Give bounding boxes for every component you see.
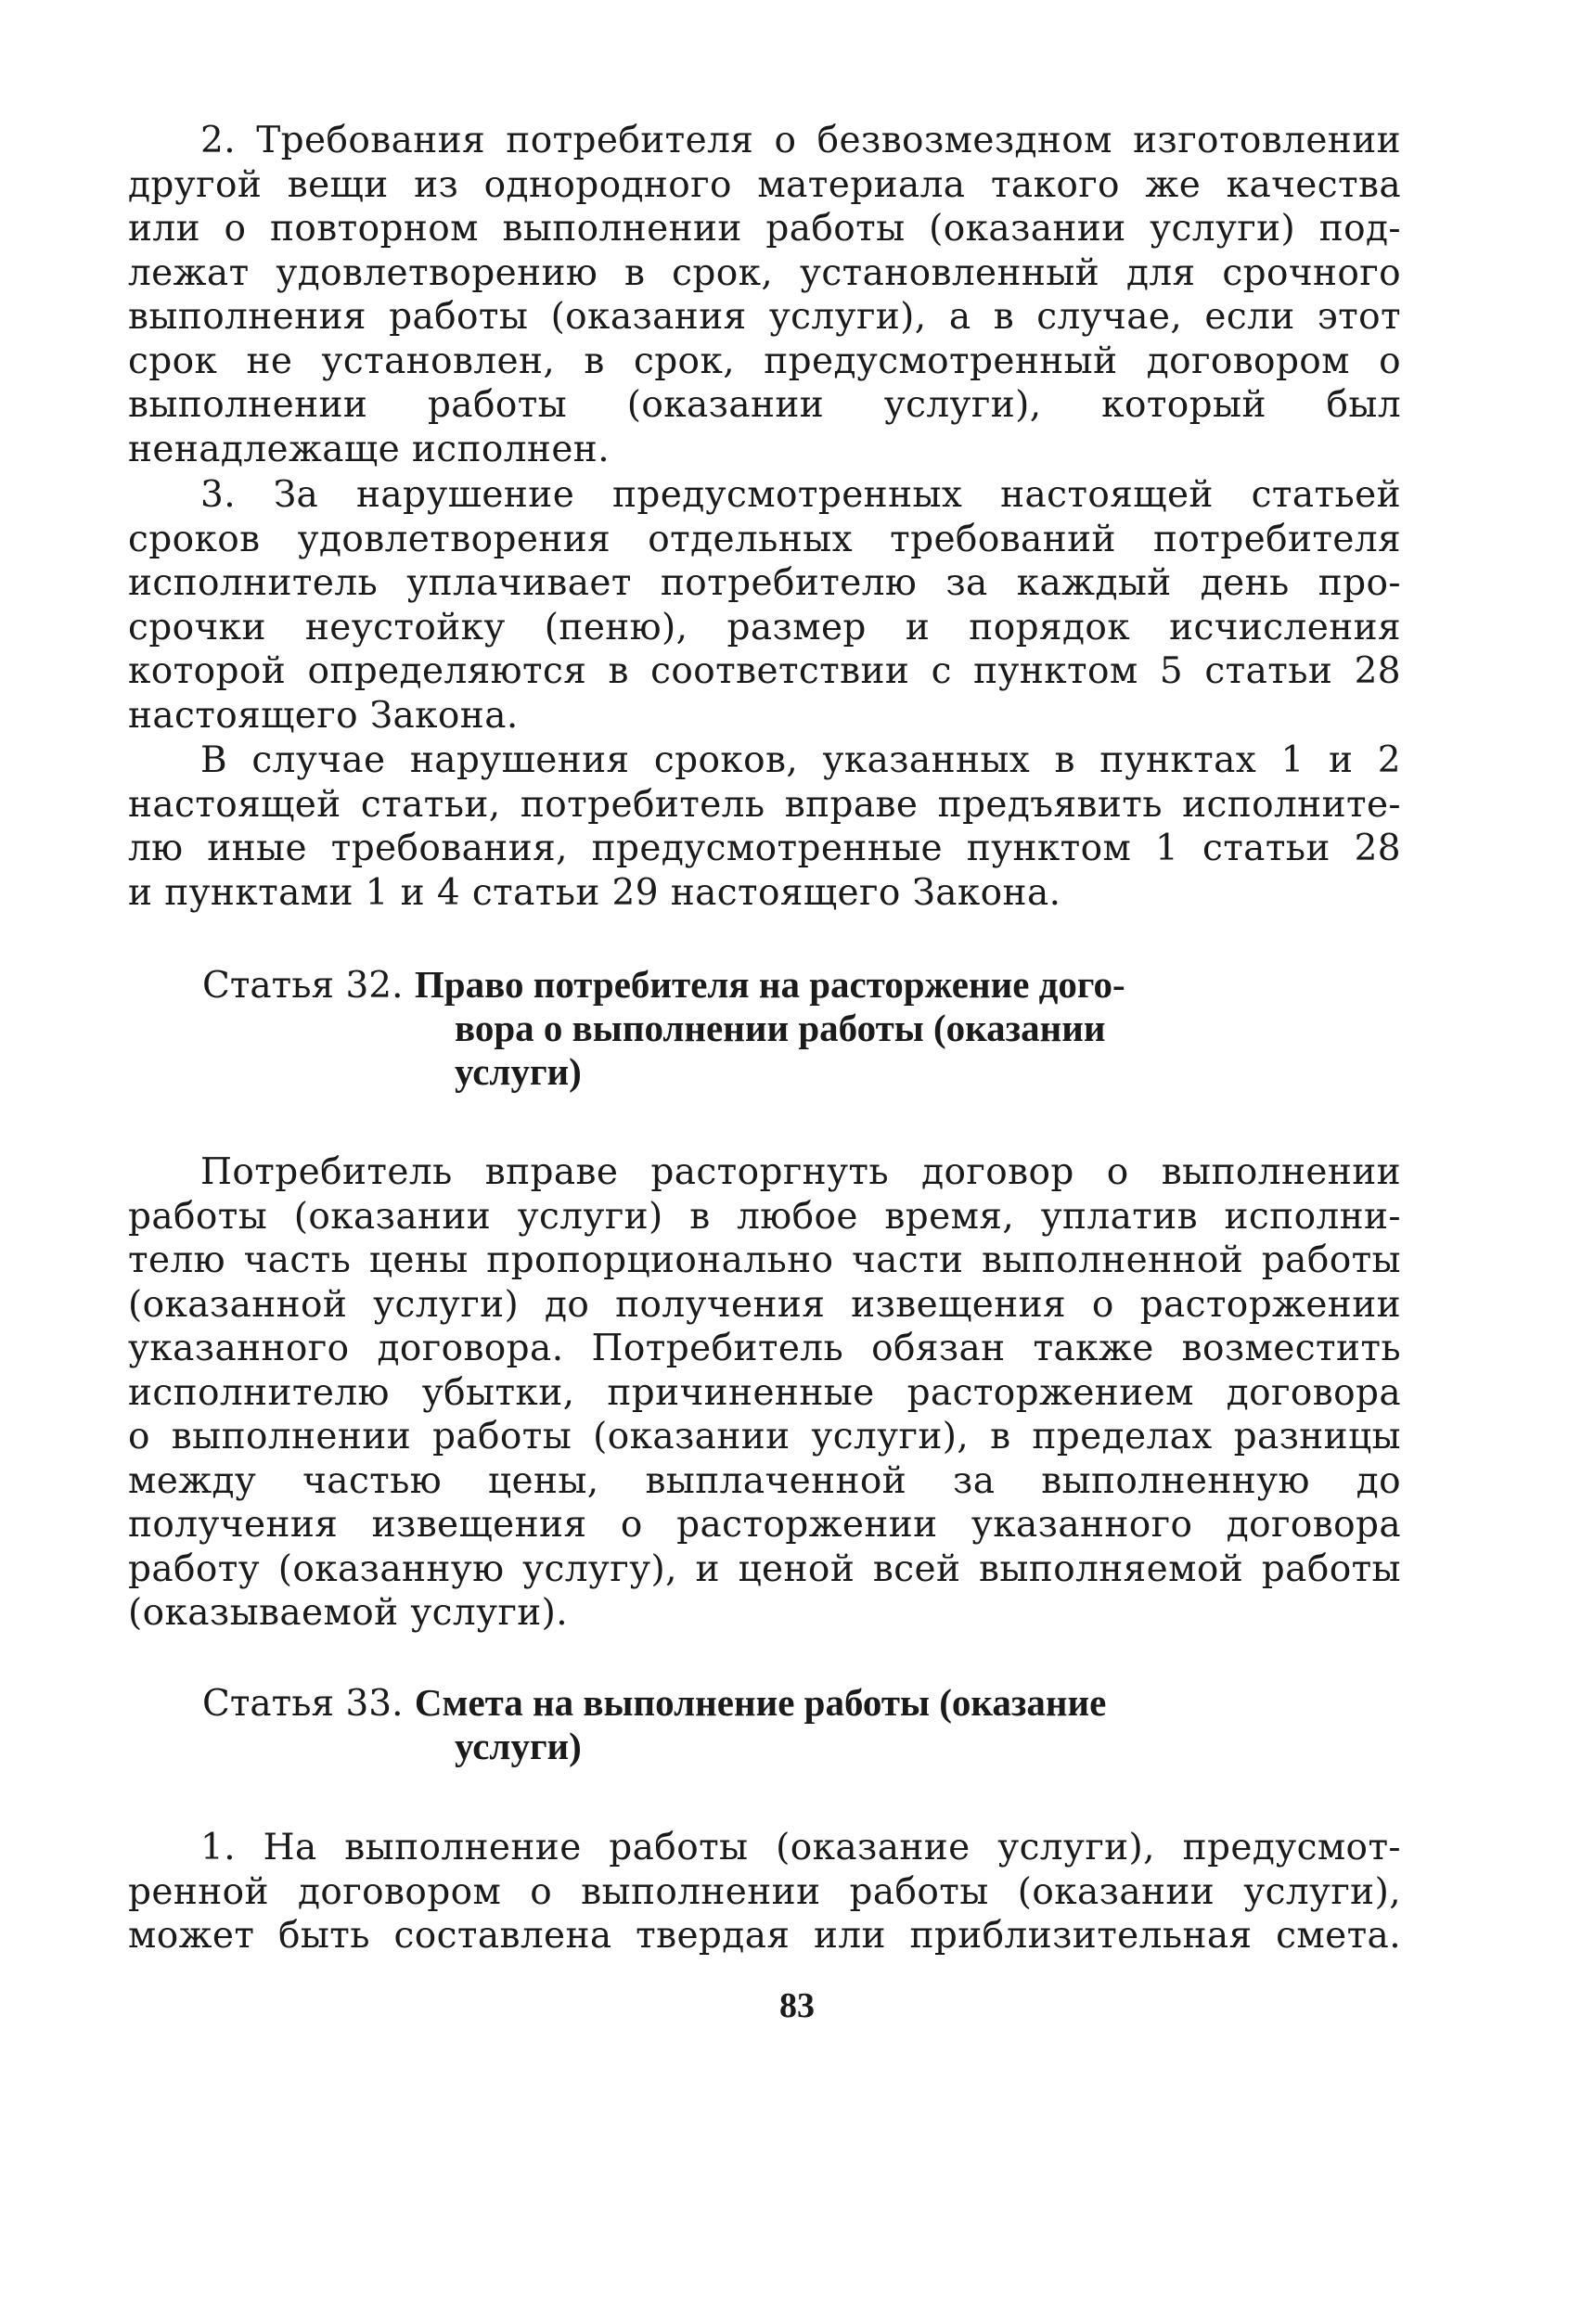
text-line: настоящего Закона. <box>128 694 519 737</box>
text-line: (оказанной услуги) до получения извещения о расторжении <box>128 1283 1401 1326</box>
text-line: выполнении работы (оказании услуги), который был <box>128 384 1401 426</box>
text-line: срок не установлен, в срок, предусмотренный договором о <box>128 340 1401 382</box>
text-line: 2. Требования потребителя о безвозмездном изготовлении <box>200 120 1401 161</box>
article-title-continued: услуги) <box>455 1050 582 1093</box>
text-line: исполнитель уплачивает потребителю за каждый день про- <box>128 562 1401 604</box>
text-line: срочки неустойку (пеню), размер и порядок исчисления <box>128 606 1401 648</box>
article-title-continued: вора о выполнении работы (оказании <box>455 1007 1106 1049</box>
text-line: работу (оказанную услугу), и ценой всей выполняемой работы <box>128 1547 1401 1590</box>
text-line: о выполнении работы (оказании услуги), в пределах разницы <box>128 1416 1401 1457</box>
text-line: телю часть цены пропорционально части выполненной работы <box>128 1239 1401 1281</box>
text-line: ненадлежаще исполнен. <box>128 428 610 470</box>
text-line: (оказываемой услуги). <box>128 1592 569 1634</box>
article-title: Право потребителя на расторжение дого- <box>414 963 1125 1006</box>
heading-first-row <box>202 963 1408 1007</box>
article-title-continued: услуги) <box>455 1725 582 1767</box>
text-line: Потребитель вправе расторгнуть договор о выполнении <box>200 1151 1401 1193</box>
text-line: которой определяются в соответствии с пунктом 5 статьи 28 <box>128 650 1401 692</box>
page-number: 83 <box>779 1986 815 2025</box>
text-line: лежат удовлетворению в срок, установленный для срочного <box>128 251 1401 294</box>
article-33-heading <box>202 1681 1408 1768</box>
article-number: Статья 32. <box>202 965 404 1007</box>
text-line: получения извещения о расторжении указанного договора <box>128 1504 1401 1546</box>
text-line: исполнителю убытки, причиненные расторжением договора <box>128 1371 1401 1414</box>
text-line: настоящей статьи, потребитель вправе предъявить исполните- <box>128 783 1401 826</box>
paragraph-clause-3 <box>128 473 1401 738</box>
text-line: работы (оказании услуги) в любое время, уплатив исполни- <box>128 1195 1401 1238</box>
text-line: указанного договора. Потребитель обязан также возместить <box>128 1328 1401 1369</box>
text-line: В случае нарушения сроков, указанных в пунктах 1 и 2 <box>200 739 1401 781</box>
text-line: или о повторном выполнении работы (оказании услуги) под- <box>128 208 1401 250</box>
paragraph-clause-2 <box>128 119 1401 471</box>
text-line: между частью цены, выплаченной за выполненную до <box>128 1459 1401 1502</box>
text-line: может быть составлена твердая или приблизительная смета. <box>128 1915 1401 1957</box>
text-line: ренной договором о выполнении работы (оказании услуги), <box>128 1870 1401 1913</box>
article-32-heading <box>202 963 1408 1094</box>
paragraph-article-32-body <box>128 1150 1401 1636</box>
heading-first-row <box>202 1681 1408 1725</box>
text-line: 1. На выполнение работы (оказание услуги), предусмот- <box>200 1827 1401 1868</box>
paragraph-article-33-clause-1 <box>128 1826 1401 1958</box>
text-line: другой вещи из однородного материала такого же качества <box>128 163 1401 206</box>
article-title: Смета на выполнение работы (оказание <box>414 1681 1107 1724</box>
text-line: 3. За нарушение предусмотренных настоящей статьей <box>200 474 1401 516</box>
article-number: Статья 33. <box>202 1683 404 1725</box>
text-line: лю иные требования, предусмотренные пунктом 1 статьи 28 <box>128 828 1401 869</box>
paragraph-violation <box>128 738 1401 915</box>
text-line: и пунктами 1 и 4 статьи 29 настоящего Закона. <box>128 871 1061 914</box>
text-line: сроков удовлетворения отдельных требований потребителя <box>128 518 1401 560</box>
text-line: выполнения работы (оказания услуги), а в случае, если этот <box>128 296 1401 338</box>
